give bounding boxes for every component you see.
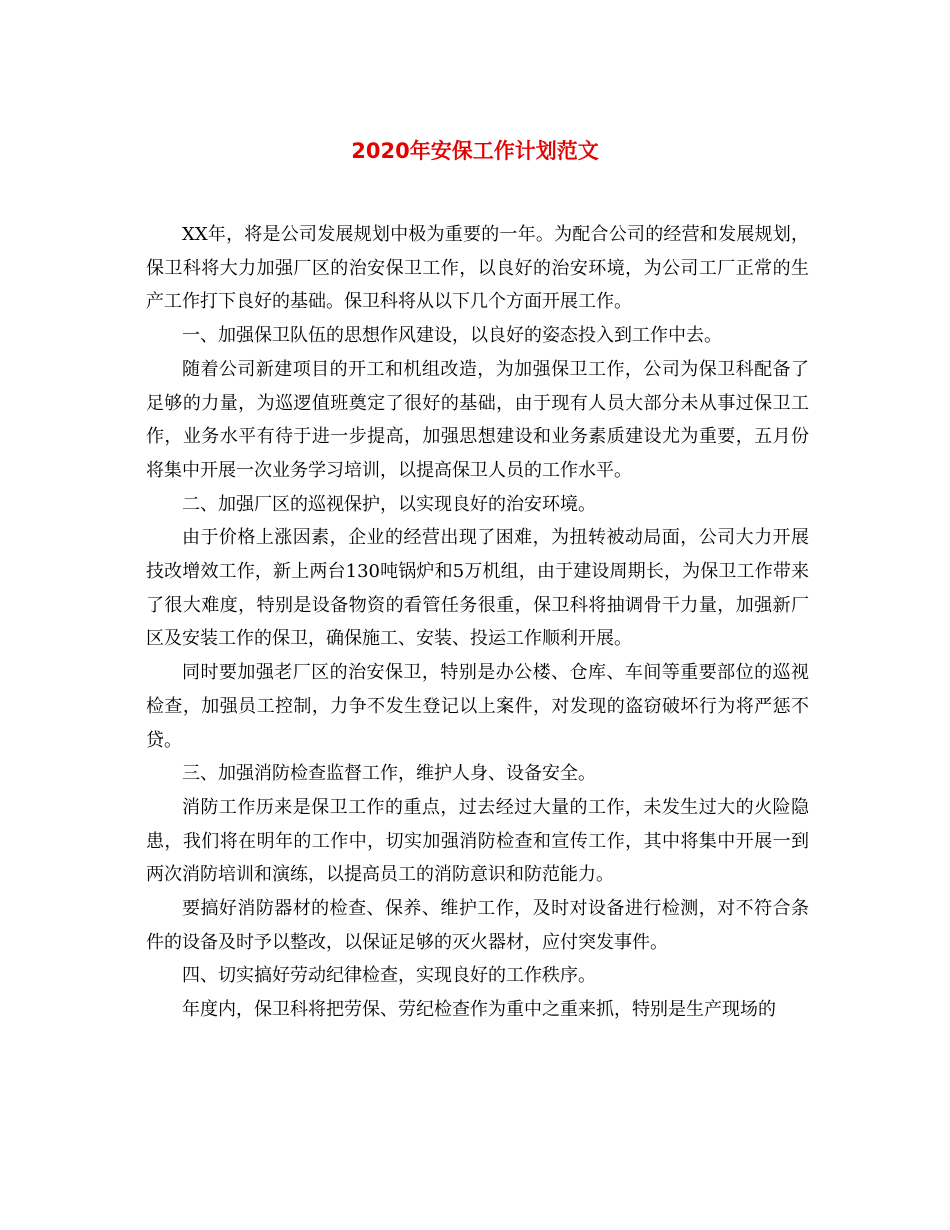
paragraph-section-2a: 由于价格上涨因素，企业的经营出现了困难，为扭转被动局面，公司大力开展技改增效工作，新上两台130吨锅炉和5万机组，由于建设周期长，为保卫工作带来了很大难度，特别是设备物资的看管任务很重，保卫科将抽调骨干力量，加强新厂区及安装工作的保卫，确保施工、安装、投运工作顺利开展。 xyxy=(146,527,809,650)
paragraph-section-4: 年度内，保卫科将把劳保、劳纪检查作为重中之重来抓，特别是生产现场的 xyxy=(182,999,776,1021)
document-body xyxy=(146,218,809,1027)
section-heading-3: 三、加强消防检查监督工作，维护人身、设备安全。 xyxy=(182,763,596,785)
paragraph-section-3b: 要搞好消防器材的检查、保养、维护工作，及时对设备进行检测，对不符合条件的设备及时予以整改，以保证足够的灭火器材，应付突发事件。 xyxy=(146,898,809,953)
paragraph-section-1: 随着公司新建项目的开工和机组改造，为加强保卫工作，公司为保卫科配备了足够的力量，为巡逻值班奠定了很好的基础，由于现有人员大部分未从事过保卫工作，业务水平有待于进一步提高，加强思想建设和业务素质建设尤为重要，五月份将集中开展一次业务学习培训，以提高保卫人员的工作水平。 xyxy=(146,358,809,481)
paragraph-section-2b: 同时要加强老厂区的治安保卫，特别是办公楼、仓库、车间等重要部位的巡视检查，加强员工控制，力争不发生登记以上案件，对发现的盗窃破坏行为将严惩不贷。 xyxy=(146,662,809,751)
section-heading-1: 一、加强保卫队伍的思想作风建设，以良好的姿态投入到工作中去。 xyxy=(182,325,722,347)
section-heading-4: 四、切实搞好劳动纪律检查，实现良好的工作秩序。 xyxy=(182,965,596,987)
section-heading-2: 二、加强厂区的巡视保护，以实现良好的治安环境。 xyxy=(182,493,596,515)
paragraph-section-3a: 消防工作历来是保卫工作的重点，过去经过大量的工作，未发生过大的火险隐患，我们将在明年的工作中，切实加强消防检查和宣传工作，其中将集中开展一到两次消防培训和演练，以提高员工的消防意识和防范能力。 xyxy=(146,796,809,886)
document-title: 2020年安保工作计划范文 xyxy=(351,139,599,163)
paragraph-intro: XX年，将是公司发展规划中极为重要的一年。为配合公司的经营和发展规划，保卫科将大力加强厂区的治安保卫工作，以良好的治安环境，为公司工厂正常的生产工作打下良好的基础。保卫科将从以下几个方面开展工作。 xyxy=(146,224,809,313)
